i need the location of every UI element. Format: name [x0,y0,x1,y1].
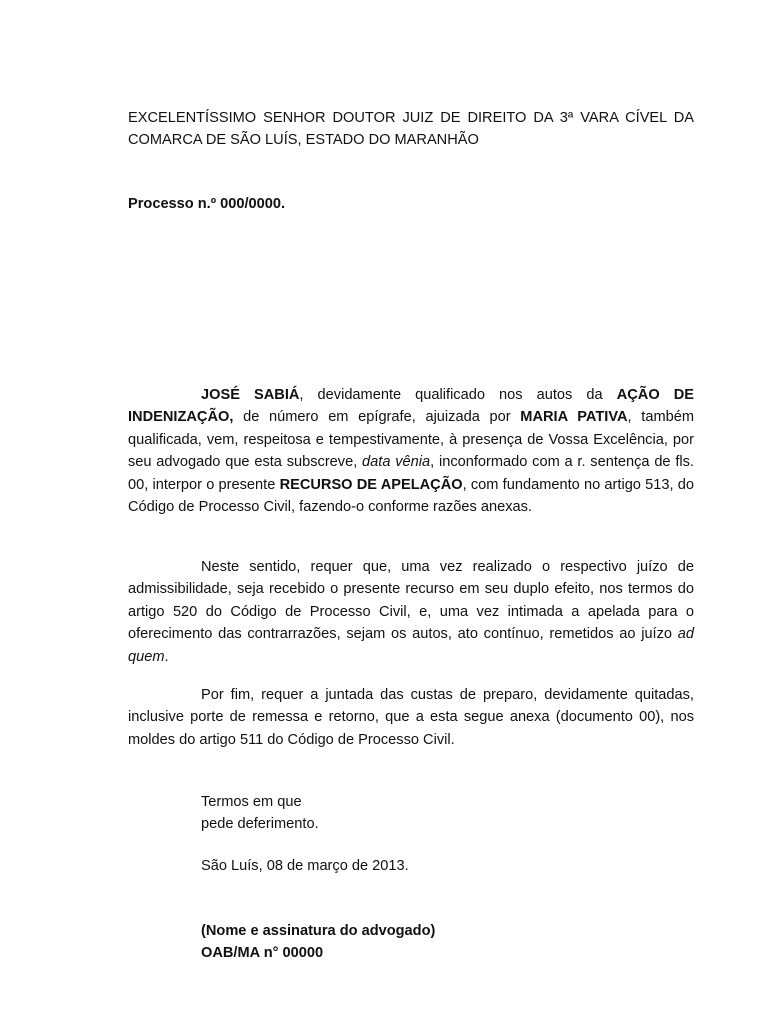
process-number: Processo n.º 000/0000. [128,196,286,212]
place-date: São Luís, 08 de março de 2013. [201,858,409,874]
signature-oab: OAB/MA n° 00000 [201,945,324,961]
closing-line: Termos em que [201,794,302,810]
paragraph-admissibility [128,556,694,668]
closing-line: pede deferimento. [201,816,319,832]
latin-phrase: data vênia [362,454,431,471]
latin-phrase: ad quem [128,626,694,665]
appellant-name: JOSÉ SABIÁ [201,387,300,403]
action-name: AÇÃO DE INDENIZAÇÃO, [128,387,695,426]
paragraph-text: , também qualificada, vem, respeitosa e tempestivamente, à presença de Vossa Excelência, por seu advogado que esta subscreve, [128,409,695,471]
appeal-name: RECURSO DE APELAÇÃO [279,476,463,493]
signature-name: (Nome e assinatura do advogado) [201,923,436,939]
paragraph-text: . [164,648,169,665]
paragraph-text: , inconformado com a r. sentença de fls. 00, interpor o presente [128,454,694,493]
paragraph-text: de número em epígrafe, ajuizada por [233,409,521,426]
paragraph-text: , devidamente qualificado nos autos da [299,387,617,403]
document-page [128,0,694,1024]
paragraph-appeal-filing [128,384,694,518]
paragraph-costs: Por fim, requer a juntada das custas de preparo, devidamente quitadas, inclusive porte de remessa e retorno, que a esta segue anexa (documento 00), nos moldes do artigo 511 do Código de Processo Civil. [128,687,694,748]
paragraph-text: Neste sentido, requer que, uma vez realizado o respectivo juízo de admissibilidade, seja recebido o presente recurso em seu duplo efeito, nos termos do artigo 520 do Código de Processo Civil, e, uma vez intimada a apelada para o oferecimento das contrarrazões, sejam os autos, ato contínuo, remetidos ao juízo [128,559,694,643]
appellee-name: MARIA PATIVA [520,409,628,426]
paragraph-text: , com fundamento no artigo 513, do Código de Processo Civil, fazendo-o conforme razões anexas. [128,476,694,516]
addressee-heading: EXCELENTÍSSIMO SENHOR DOUTOR JUIZ DE DIREITO DA 3ª VARA CÍVEL DA COMARCA DE SÃO LUÍS, ESTADO DO MARANHÃO [128,110,694,148]
